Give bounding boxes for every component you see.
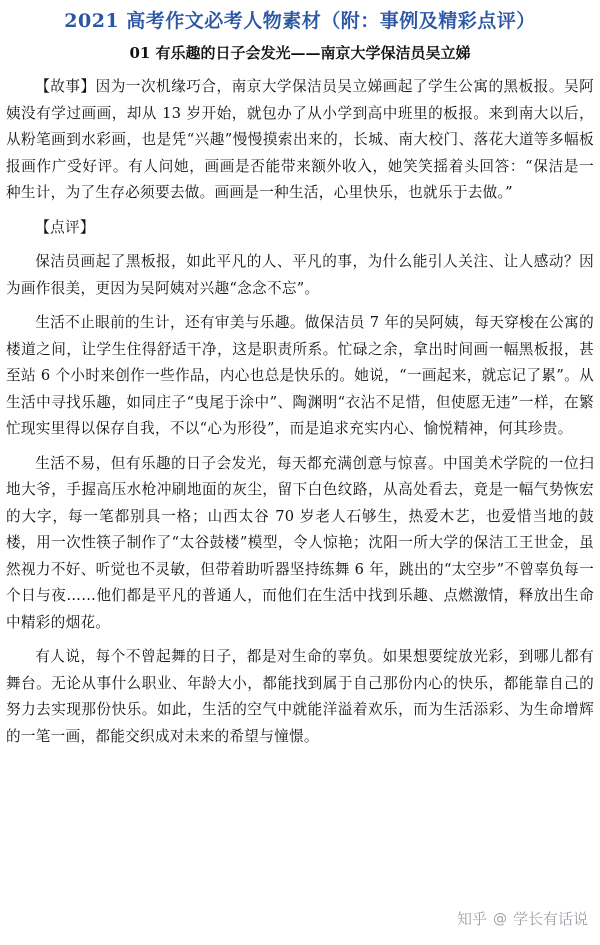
story-text: 因为一次机缘巧合，南京大学保洁员吴立娣画起了学生公寓的黑板报。吴阿姨没有学过画画，却从 13 岁开始，就包办了从小学到高中班里的板报。来到南大以后，从粉笔画到水彩画，也是凭“兴趣”慢慢摸索出来的，长城、南大校门、落花大道等多幅板报画作广受好评。有人问她，画画是否能带来额外收入，她笑笑摇着头回答：“保洁是一种生计，为了生存必须要去做。画画是一种生活，心里快乐，也就乐于去做。” [6,78,594,201]
author-name: 学长有话说 [512,910,588,928]
platform-name: 知乎 [456,910,487,928]
section-heading: 01 有乐趣的日子会发光——南京大学保洁员吴立娣 [129,44,471,62]
at-sign: @ [492,910,507,927]
comment-label: 【点评】 [35,218,95,236]
comment-paragraph: 有人说，每个不曾起舞的日子，都是对生命的辜负。如果想要绽放光彩，到哪儿都有舞台。无论从事什么职业、年龄大小，都能找到属于自己那份内心的快乐，都能靠自己的努力去实现那份快乐。如此，生活的空气中就能洋溢着欢乐，而为生活添彩、为生命增辉的一笔一画，都能交织成对未来的希望与憧憬。 [6,648,594,745]
document-title: 2021 高考作文必考人物素材（附：事例及精彩点评） [64,10,536,32]
comment-paragraph: 保洁员画起了黑板报，如此平凡的人、平凡的事，为什么能引人关注、让人感动？因为画作很美，更因为吴阿姨对兴趣“念念不忘”。 [6,253,594,297]
story-label: 【故事】 [35,78,96,95]
story-paragraph [6,74,594,207]
watermark [457,908,588,929]
comment-paragraph: 生活不易，但有乐趣的日子会发光，每天都充满创意与惊喜。中国美术学院的一位扫地大爷，手握高压水枪冲刷地面的灰尘，留下白色纹路，从高处看去，竟是一幅气势恢宏的大字，每一笔都别具一格；山西太谷 70 岁老人石够生，热爱木艺，也爱惜当地的鼓楼，用一次性筷子制作了“太谷鼓楼”模型，令人惊艳；沈阳一所大学的保洁工王世金，虽然视力不好、听觉也不灵敏，但带着助听器坚持练舞 6 年，跳出的“太空步”不曾辜负每一个日与夜……他们都是平凡的普通人，而他们在生活中找到乐趣、点燃激情，释放出生命中精彩的烟花。 [6,454,594,631]
comment-paragraph: 生活不止眼前的生计，还有审美与乐趣。做保洁员 7 年的吴阿姨，每天穿梭在公寓的楼道之间，让学生住得舒适干净，这是职责所系。忙碌之余，拿出时间画一幅黑板报，甚至站 6 个小时来创作一些作品，内心也总是快乐的。她说，“一画起来，就忘记了累”。从生活中寻找乐趣，如同庄子“曳尾于涂中”、陶渊明“衣沾不足惜，但使愿无违”一样，在繁忙现实里得以保存自我，不以“心为形役”，而是追求充实内心、愉悦精神，何其珍贵。 [6,314,594,437]
article-body [6,74,594,750]
